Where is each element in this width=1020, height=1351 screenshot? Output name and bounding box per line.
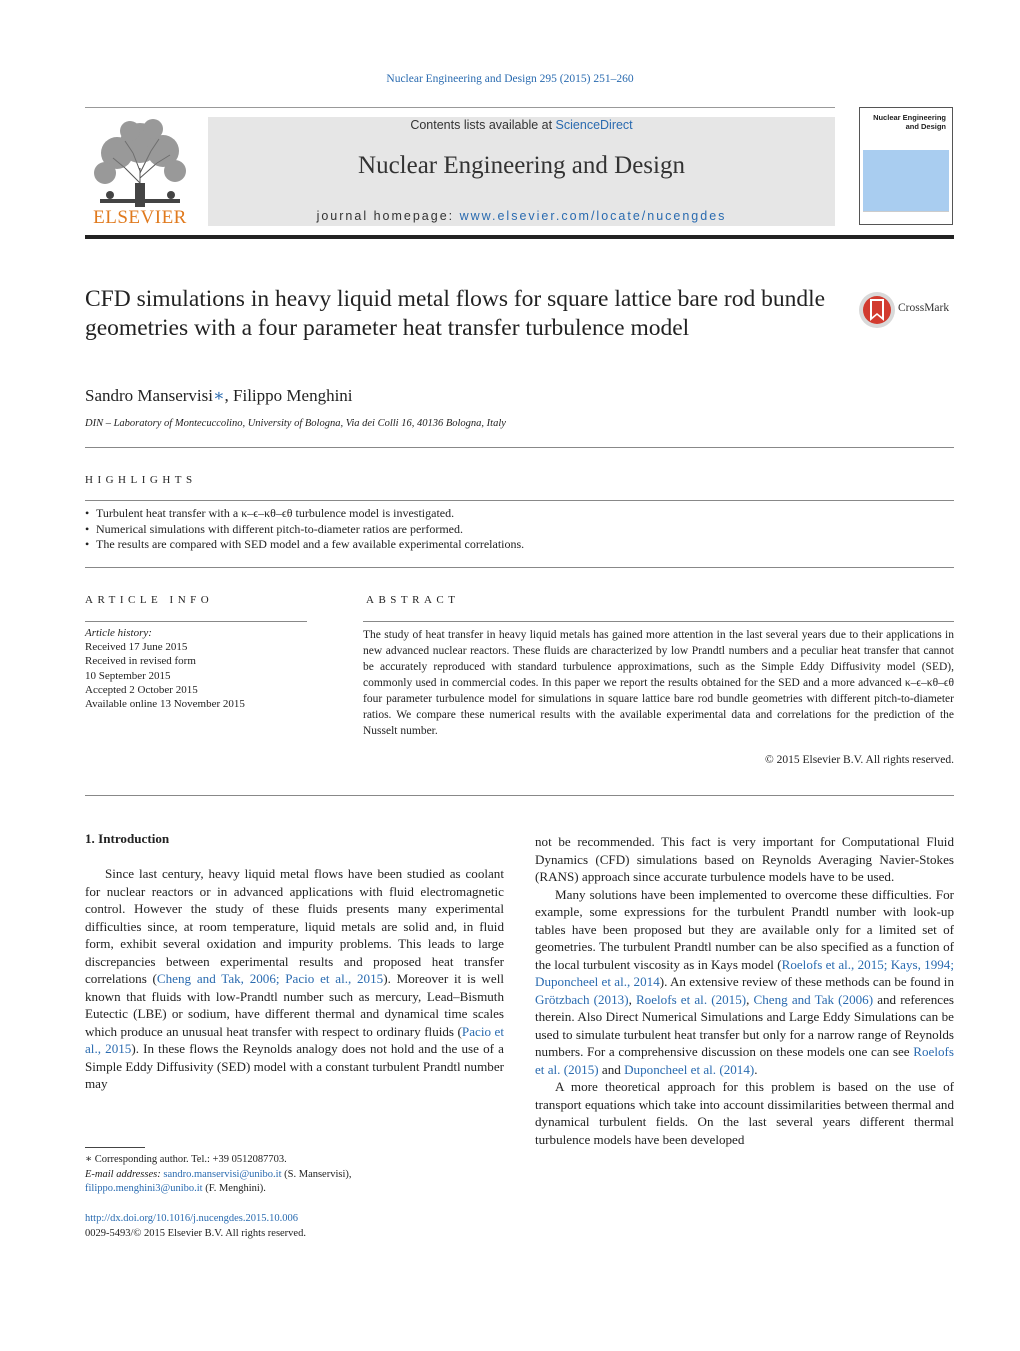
issn-copyright: 0029-5493/© 2015 Elsevier B.V. All rights reserved. [85,1227,306,1239]
highlight-item: • Turbulent heat transfer with a κ–ϵ–κθ–ϵθ turbulence model is investigated. [85,506,954,522]
article-info-divider [85,621,307,622]
text-run: and references therein. Also Direct Numerical Simulations and Large Eddy Simulations can be used to simulate turbulent heat transfer but only for a narrow range of Reynolds numbers. For a comprehensive discussion on these models one can see [535,991,954,1059]
footnote [85,1153,504,1197]
citation-link[interactable]: Grötzbach (2013) [535,991,629,1007]
citation-link[interactable]: Roelofs et al. (2015) [535,1044,954,1077]
journal-homepage-line [208,209,835,223]
history-entry: Received 17 June 2015 [85,641,188,654]
citation-link[interactable]: Duponcheel et al. (2014) [624,1061,755,1077]
intro-paragraph-continued: not be recommended. This fact is very important for Computational Fluid Dynamics (CFD) simulations based on Reynolds Averaging Navier-Stokes (RANS) approach since accurate turbulence models have to be used. [535,834,954,884]
email-note [85,1168,504,1183]
crossmark-label[interactable]: CrossMark [898,302,950,314]
section-heading-introduction: 1. Introduction [85,831,170,846]
email-label: E-mail addresses: [85,1168,164,1180]
contents-line [208,118,835,132]
text-run: ). In these flows the Reynolds analogy does not hold and the use of a Simple Eddy Diffusivity (SED) model with a constant turbulent Prandtl number may [85,1041,504,1091]
highlight-item: • Numerical simulations with different pitch-to-diameter ratios are performed. [85,522,954,538]
citation-link[interactable]: Cheng and Tak (2006) [753,991,874,1007]
journal-cover-thumbnail[interactable] [859,107,953,225]
body-left-column [85,865,504,1093]
corresponding-author-star[interactable]: ∗ [212,386,225,405]
body-divider [85,795,954,796]
history-entry: Available online 13 November 2015 [85,698,245,711]
cover-footer [863,211,949,221]
intro-paragraph-2 [535,886,954,1079]
email-owner-2: (F. Menghini). [202,1183,266,1194]
text-run: . [754,1061,758,1077]
citation-link[interactable]: Roelofs et al. (2015) [635,991,747,1007]
history-label: Article history: [85,627,152,639]
article-history [85,626,315,711]
header-thick-divider [85,235,954,239]
journal-title: Nuclear Engineering and Design [358,152,685,179]
affiliation: DIN – Laboratory of Montecuccolino, University of Bologna, Via dei Colli 16, 40136 Bologna, Italy [85,418,506,429]
history-entry: 10 September 2015 [85,669,171,682]
author-separator: , [224,386,234,405]
doi-link[interactable]: http://dx.doi.org/10.1016/j.nucengdes.2015.10.006 [85,1213,299,1224]
cover-title-line-2: and Design [905,122,946,131]
doi-block [85,1212,306,1241]
footnote-divider [85,1147,145,1148]
text-run: , [746,991,754,1007]
email-note-2 [85,1182,504,1197]
text-run: Many solutions have been implemented to overcome these difficulties. For example, some expressions for the turbulent Prandtl number with look-up tables have been proposed but they are available only for a limited set of geometries. The turbulent Prandtl number can be also specified as a function of the local turbulent viscosity as in Kays model ( [535,886,954,972]
author-list [85,386,353,406]
corresponding-author-note [85,1153,504,1168]
contents-prefix: Contents lists available at [410,118,556,132]
intro-paragraph-1 [85,865,504,1093]
text-run: ). An extensive review of these methods can be found in [659,974,954,989]
text-run: ). Moreover it is well known that fluids with low-Prandtl number such as mercury, Lead–Bismuth Eutectic (LBE) or sodium, have different thermal and dynamical time scales which produce an unusual heat transfer with respect to ordinary fluids ( [85,971,504,1039]
homepage-link[interactable]: www.elsevier.com/locate/nucengdes [459,209,727,223]
sciencedirect-link[interactable]: ScienceDirect [555,118,633,132]
highlights-top-divider [85,447,954,448]
text-run: , [628,991,636,1007]
footnote-star: ∗ [85,1154,93,1165]
author-1[interactable]: Sandro Manservisi [85,386,213,405]
email-owner-1: (S. Manservisi), [281,1168,352,1180]
text-run: and [598,1061,625,1077]
body-right-column [535,833,954,1148]
citation-link[interactable]: Pacio et al., 2015 [85,1023,504,1056]
author-2[interactable]: Filippo Menghini [233,386,353,405]
email-link-2[interactable]: filippo.menghini3@unibo.it [85,1183,203,1194]
cover-blue-band [863,150,949,212]
homepage-prefix: journal homepage: [316,209,460,223]
highlights-mid-divider [85,500,954,501]
email-link-1[interactable]: sandro.manservisi@unibo.it [163,1168,282,1180]
text-run: Since last century, heavy liquid metal flows have been studied as coolant for nuclear reactors or in advanced applications with fluid electromagnetic control. However the study of these fluids presents many experimental difficulties since, at room temperature, liquid metals are solid and, in fluid form, exhibit several oxidation and impurity problems. This leads to large discrepancies between experimental results and proposed heat transfer correlations ( [85,866,504,986]
journal-reference-link[interactable]: Nuclear Engineering and Design 295 (2015) 251–260 [386,73,634,85]
abstract-divider [363,621,954,622]
cover-title [873,113,946,131]
history-entry: Received in revised form [85,655,196,668]
elsevier-wordmark: ELSEVIER [93,207,187,228]
citation-link[interactable]: Cheng and Tak, 2006; Pacio et al., 2015 [156,971,384,986]
footnote-corresponding: Corresponding author. Tel.: +39 0512087703. [92,1154,287,1165]
history-entry: Accepted 2 October 2015 [85,683,198,696]
top-divider [85,107,835,108]
highlight-item: • The results are compared with SED model and a few available experimental correlations. [85,537,954,553]
article-title: CFD simulations in heavy liquid metal flows for square lattice bare rod bundle geometries with a four parameter heat transfer turbulence model [85,286,826,341]
intro-paragraph-3: A more theoretical approach for this problem is based on the use of transport equations which take into account dissimilarities between thermal and dynamical turbulent fields. On the last several years different thermal turbulence models have been developed [535,1079,954,1147]
highlights-bottom-divider [85,567,954,568]
abstract-heading: ABSTRACT [366,594,460,606]
cover-title-line-1: Nuclear Engineering [873,113,946,122]
highlights-heading: HIGHLIGHTS [85,474,197,486]
citation-link[interactable]: Roelofs et al., 2015; Kays, 1994; Duponcheel et al., 2014 [535,956,954,989]
abstract-text: The study of heat transfer in heavy liquid metals has gained more attention in the last several years due to their applications in new advanced nuclear reactors. These fluids are characterized by low Prandtl numbers and a peculiar heat transfer that cannot be accurately reproduced with standard turbulence approximations, such as the Simple Eddy Diffusivity model (SED), commonly used in commercial codes. In this paper we report the results obtained for the SED and a more advanced κ–ϵ–κθ–ϵθ four parameter turbulence model for simulations in square lattice bare rod bundle geometries with different pitch-to-diameter ratios. We compare these numerical results with the available experimental data and correlations for the prediction of the Nusselt number. [363,629,954,737]
abstract-copyright: © 2015 Elsevier B.V. All rights reserved. [765,754,954,766]
article-info-heading: ARTICLE INFO [85,594,214,606]
highlights-list [85,506,954,553]
